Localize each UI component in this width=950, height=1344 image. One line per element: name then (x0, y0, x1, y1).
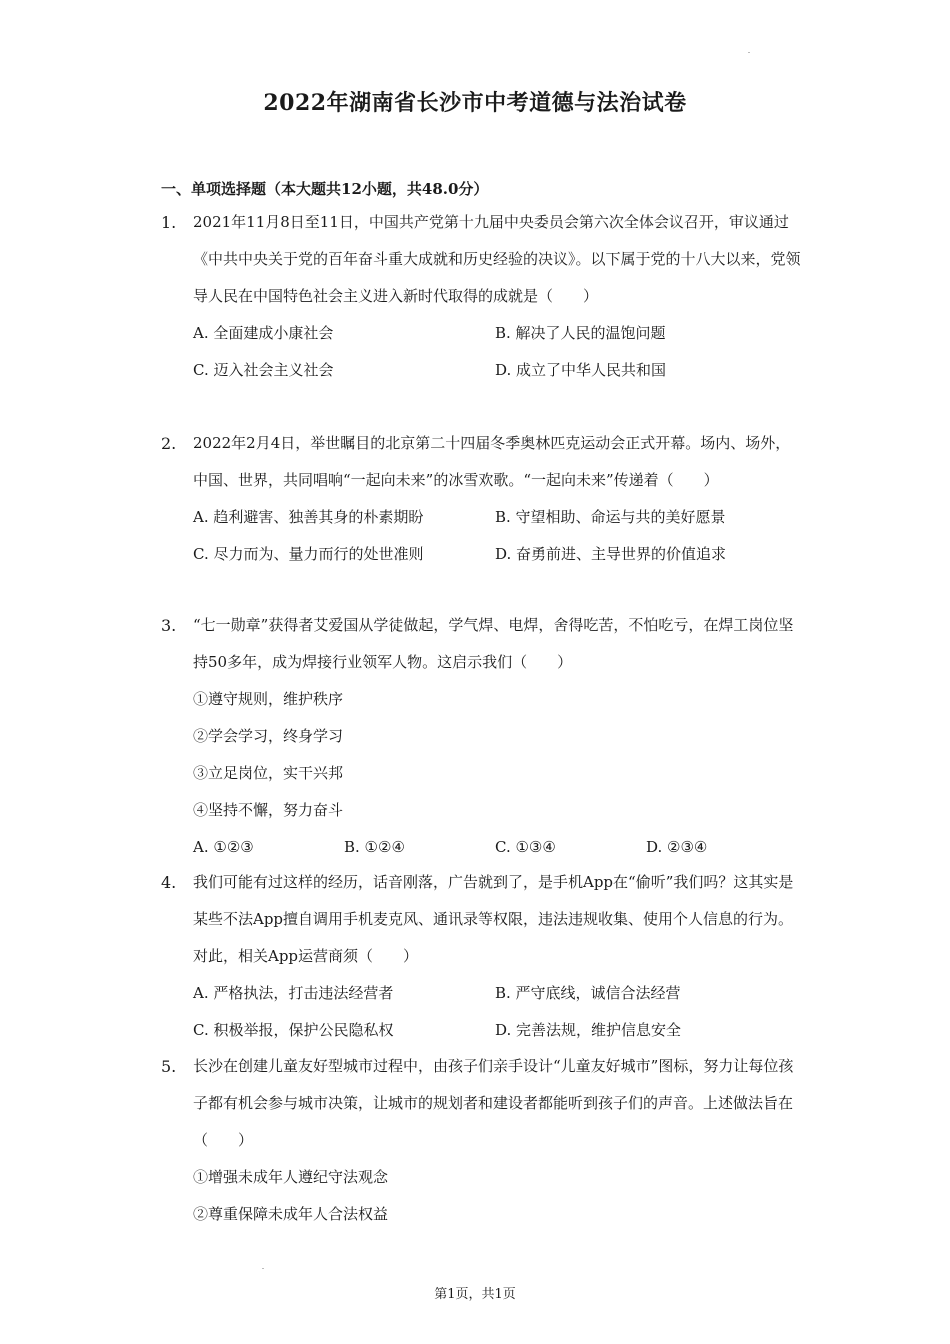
option-c[interactable]: C. 尽力而为、量力而行的处世准则 (193, 545, 424, 563)
statement-item: ③立足岗位，实干兴邦 (193, 764, 344, 782)
statement-item: ①增强未成年人遵纪守法观念 (193, 1168, 389, 1186)
option-b[interactable]: B. 严守底线，诚信合法经营 (495, 984, 681, 1002)
option-b[interactable]: B. ①②④ (344, 838, 405, 856)
question-1 (161, 204, 801, 389)
statement-item: ②尊重保障未成年人合法权益 (193, 1205, 389, 1223)
scan-mark (262, 1268, 264, 1269)
option-a[interactable]: A. 趋利避害、独善其身的朴素期盼 (193, 508, 424, 526)
question-body (193, 204, 801, 389)
question-body (193, 607, 801, 866)
option-c[interactable]: C. ①③④ (495, 838, 556, 856)
option-c[interactable]: C. 积极举报，保护公民隐私权 (193, 1021, 394, 1039)
option-d[interactable]: D. ②③④ (646, 838, 708, 856)
option-a[interactable]: A. 严格执法，打击违法经营者 (193, 984, 394, 1002)
question-number: 4. (161, 873, 177, 892)
options (193, 499, 801, 573)
option-d[interactable]: D. 奋勇前进、主导世界的价值追求 (495, 545, 727, 563)
question-text: 我们可能有过这样的经历，话音刚落，广告就到了，是手机App在“偷听”我们吗？这其实是某些不法App擅自调用手机麦克风、通讯录等权限，违法违规收集、使用个人信息的行为。对此，相关App运营商须（ ） (193, 873, 794, 965)
section-heading: 一、单项选择题（本大题共12小题，共48.0分） (161, 180, 489, 198)
option-b[interactable]: B. 守望相助、命运与共的美好愿景 (495, 508, 726, 526)
option-a[interactable]: A. ①②③ (193, 838, 254, 856)
page-footer: 第1页，共1页 (434, 1287, 516, 1302)
question-5 (161, 1048, 801, 1233)
option-b[interactable]: B. 解决了人民的温饱问题 (495, 324, 666, 342)
scan-mark (748, 52, 750, 53)
question-text: 2021年11月8日至11日，中国共产党第十九届中央委员会第六次全体会议召开，审议通过《中共中央关于党的百年奋斗重大成就和历史经验的决议》。以下属于党的十八大以来，党领导人民在中国特色社会主义进入新时代取得的成就是（ ） (193, 213, 801, 305)
option-d[interactable]: D. 成立了中华人民共和国 (495, 361, 667, 379)
question-4 (161, 864, 801, 1049)
question-text: 长沙在创建儿童友好型城市过程中，由孩子们亲手设计“儿童友好城市”图标，努力让每位孩子都有机会参与城市决策，让城市的规划者和建设者都能听到孩子们的声音。上述做法旨在（ ） (193, 1057, 794, 1149)
question-3 (161, 607, 801, 866)
question-number: 2. (161, 434, 177, 453)
options (193, 829, 801, 866)
question-body (193, 864, 801, 1049)
page-title: 2022年湖南省长沙市中考道德与法治试卷 (263, 90, 687, 116)
question-number: 1. (161, 213, 177, 232)
question-body (193, 425, 801, 573)
option-a[interactable]: A. 全面建成小康社会 (193, 324, 334, 342)
question-number: 5. (161, 1057, 177, 1076)
options (193, 975, 801, 1049)
statement-item: ②学会学习，终身学习 (193, 727, 344, 745)
question-2 (161, 425, 801, 573)
question-text: “七一勋章”获得者艾爱国从学徒做起，学气焊、电焊，舍得吃苦，不怕吃亏，在焊工岗位坚持50多年，成为焊接行业领军人物。这启示我们（ ） (193, 616, 794, 671)
question-number: 3. (161, 616, 177, 635)
option-c[interactable]: C. 迈入社会主义社会 (193, 361, 334, 379)
statement-item: ①遵守规则，维护秩序 (193, 690, 344, 708)
option-d[interactable]: D. 完善法规，维护信息安全 (495, 1021, 682, 1039)
question-text: 2022年2月4日，举世瞩目的北京第二十四届冬季奥林匹克运动会正式开幕。场内、场外，中国、世界，共同唱响“一起向未来”的冰雪欢歌。“一起向未来”传递着（ ） (193, 434, 791, 489)
options (193, 315, 801, 389)
statement-item: ④坚持不懈，努力奋斗 (193, 801, 344, 819)
question-body (193, 1048, 801, 1233)
